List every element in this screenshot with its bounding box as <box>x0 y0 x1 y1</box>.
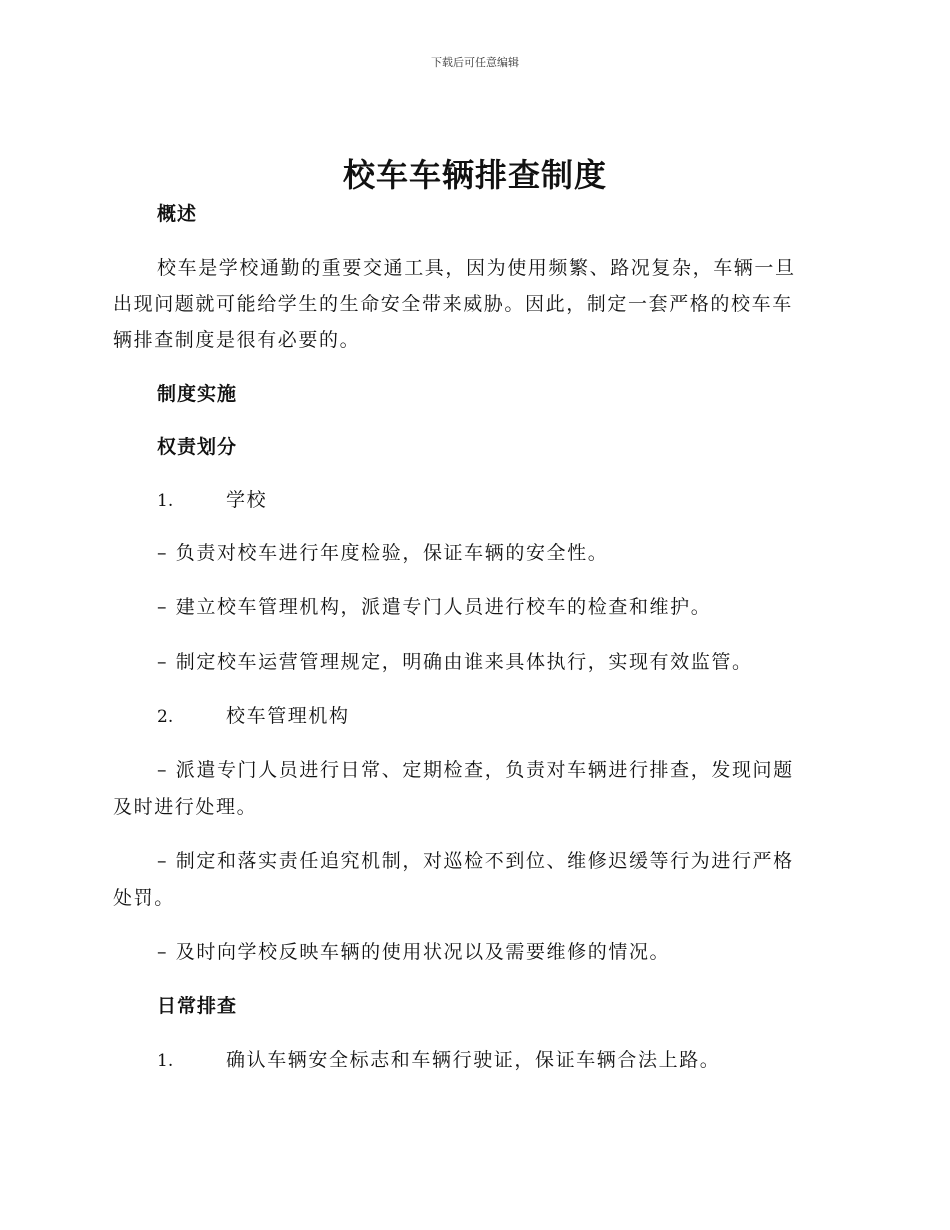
agency-item-2-line-1: – 制定和落实责任追究机制，对巡检不到位、维修迟缓等行为进行严格 <box>157 850 794 872</box>
list-number-agency: 2. <box>157 707 174 727</box>
subheading-responsibility: 权责划分 <box>157 436 238 458</box>
daily-check-number-1: 1. <box>157 1051 174 1071</box>
section-heading-implementation: 制度实施 <box>157 383 238 405</box>
school-item-2: – 建立校车管理机构，派遣专门人员进行校车的检查和维护。 <box>157 596 712 618</box>
agency-item-2-line-2: 处罚。 <box>113 887 175 909</box>
list-label-school: 学校 <box>226 489 268 511</box>
agency-item-3: – 及时向学校反映车辆的使用状况以及需要维修的情况。 <box>157 941 671 963</box>
list-number-school: 1. <box>157 491 174 511</box>
section-heading-daily-check: 日常排查 <box>157 995 238 1017</box>
list-label-agency: 校车管理机构 <box>226 705 350 727</box>
header-note: 下载后可任意编辑 <box>431 56 519 69</box>
daily-check-item-1: 确认车辆安全标志和车辆行驶证，保证车辆合法上路。 <box>226 1049 721 1071</box>
school-item-1: – 负责对校车进行年度检验，保证车辆的安全性。 <box>157 542 609 564</box>
overview-line-1: 校车是学校通勤的重要交通工具，因为使用频繁、路况复杂，车辆一旦 <box>157 257 796 279</box>
document-title: 校车车辆排查制度 <box>342 156 607 194</box>
agency-item-1-line-1: – 派遣专门人员进行日常、定期检查，负责对车辆进行排查，发现问题 <box>157 759 794 781</box>
overview-line-2: 出现问题就可能给学生的生命安全带来威胁。因此，制定一套严格的校车车 <box>113 293 793 315</box>
school-item-3: – 制定校车运营管理规定，明确由谁来具体执行，实现有效监管。 <box>157 651 753 673</box>
section-heading-overview: 概述 <box>157 203 198 225</box>
agency-item-1-line-2: 及时进行处理。 <box>113 796 258 818</box>
overview-line-3: 辆排查制度是很有必要的。 <box>113 329 361 351</box>
